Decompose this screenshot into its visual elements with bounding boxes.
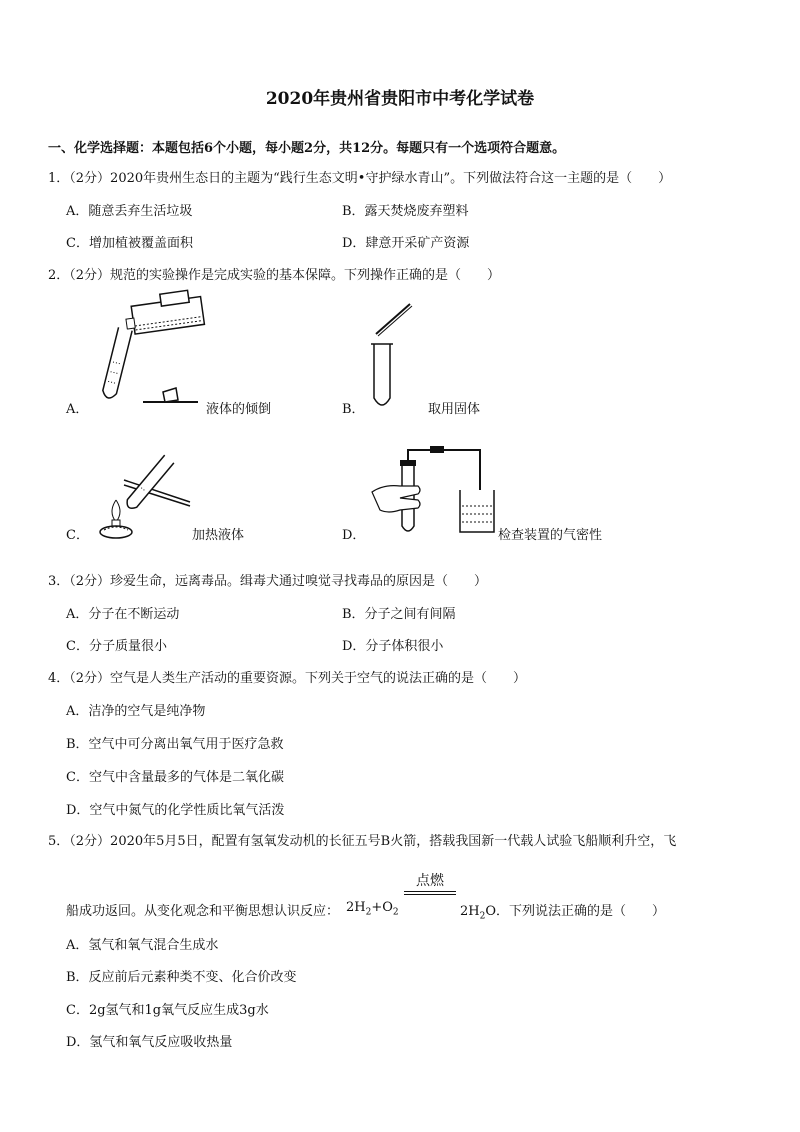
- q5-option-d: D．氢气和氧气反应吸收热量: [66, 1035, 233, 1050]
- q2-option-a-label: 液体的倾倒: [206, 402, 272, 417]
- q4-option-c: C．空气中含量最多的气体是二氧化碳: [66, 770, 284, 785]
- product-oxygen: O: [485, 904, 497, 919]
- equation-reactants: [346, 900, 399, 918]
- question-3-stem: 3．（2分）珍爱生命，远离毒品。缉毒犬通过嗅觉寻找毒品的原因是（ ）: [48, 574, 488, 589]
- figure-airtightness-check: [370, 440, 498, 540]
- reaction-condition: [404, 870, 456, 895]
- q4-option-a: A．洁净的空气是纯净物: [66, 704, 206, 719]
- figure-heating-liquid: [90, 442, 200, 542]
- q4-option-d: D．空气中氮气的化学性质比氧气活泼: [66, 803, 285, 818]
- page-title: 2020年贵州省贵阳市中考化学试卷: [265, 89, 535, 109]
- figure-pouring-liquid: [88, 292, 218, 412]
- q2-option-d-label: 检查装置的气密性: [498, 528, 603, 543]
- question-1-stem: 1．（2分）2020年贵州生态日的主题为“践行生态文明•守护绿水青山”。下列做法符合这一主题的是（ ）: [48, 171, 672, 186]
- q3-option-c: C．分子质量很小: [66, 639, 167, 654]
- q2-option-d-letter: D．: [342, 528, 366, 543]
- question-5-stem-line2-post: ．下列说法正确的是（ ）: [496, 904, 666, 919]
- reactant-hydrogen: 2H: [346, 900, 366, 915]
- q2-option-b-label: 取用固体: [428, 402, 481, 417]
- q5-option-b: B．反应前后元素种类不变、化合价改变: [66, 970, 297, 985]
- product-hydrogen: 2H: [460, 904, 480, 919]
- q4-option-b: B．空气中可分离出氧气用于医疗急救: [66, 737, 284, 752]
- section-heading: 一、化学选择题：本题包括6个小题，每小题2分，共12分。每题只有一个选项符合题意。: [48, 141, 566, 156]
- q3-option-a: A．分子在不断运动: [66, 607, 180, 622]
- q1-option-a: A．随意丢弃生活垃圾: [66, 204, 193, 219]
- q5-option-c: C．2g氢气和1g氧气反应生成3g水: [66, 1003, 269, 1018]
- q1-option-c: C．增加植被覆盖面积: [66, 236, 193, 251]
- question-5-stem-line2-pre: 船成功返回。从变化观念和平衡思想认识反应：: [66, 904, 340, 919]
- q1-option-d: D．肆意开采矿产资源: [342, 236, 470, 251]
- q2-option-a-letter: A．: [66, 402, 89, 417]
- reactant-hydrogen-subscript: 2: [365, 907, 372, 918]
- question-4-stem: 4．（2分）空气是人类生产活动的重要资源。下列关于空气的说法正确的是（ ）: [48, 671, 527, 686]
- reactant-oxygen: +O: [371, 900, 393, 915]
- question-5-stem-line1: 5．（2分）2020年5月5日，配置有氢氧发动机的长征五号B火箭，搭载我国新一代载人试验飞船顺利升空，飞: [48, 834, 677, 849]
- product-hydrogen-subscript: 2: [479, 911, 486, 922]
- reaction-arrow-line-top: [404, 891, 456, 892]
- q2-option-c-letter: C．: [66, 528, 89, 543]
- reaction-condition-text: 点燃: [416, 873, 444, 889]
- question-2-stem: 2．（2分）规范的实验操作是完成实验的基本保障。下列操作正确的是（ ）: [48, 268, 501, 283]
- reactant-oxygen-subscript: 2: [392, 907, 399, 918]
- figure-taking-solid: [366, 298, 426, 413]
- q3-option-d: D．分子体积很小: [342, 639, 444, 654]
- equation-product: [460, 900, 665, 922]
- q2-option-c-label: 加热液体: [192, 528, 245, 543]
- q5-option-a: A．氢气和氧气混合生成水: [66, 938, 219, 953]
- q1-option-b: B．露天焚烧废弃塑料: [342, 204, 469, 219]
- reaction-arrow-line-bottom: [404, 894, 456, 895]
- q2-option-b-letter: B．: [342, 402, 365, 417]
- q3-option-b: B．分子之间有间隔: [342, 607, 456, 622]
